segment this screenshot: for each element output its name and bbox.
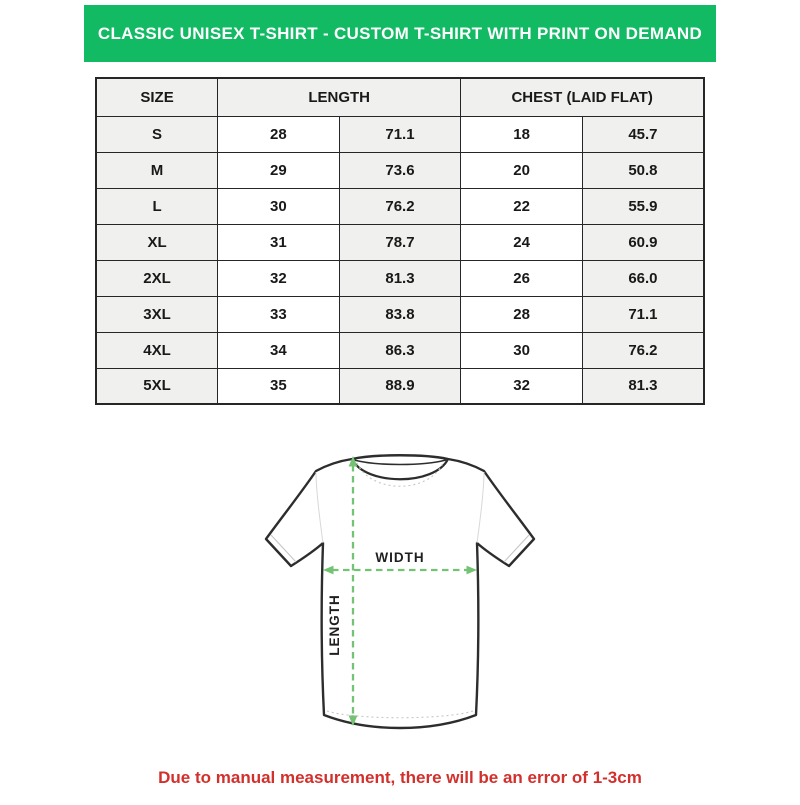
table-row <box>96 296 704 332</box>
length-in-cell: 35 <box>218 368 340 404</box>
length-cm-cell: 73.6 <box>339 152 461 188</box>
size-cell: S <box>96 116 218 152</box>
length-in-cell: 32 <box>218 260 340 296</box>
chest-cm-cell: 66.0 <box>582 260 704 296</box>
table-row <box>96 116 704 152</box>
table-row <box>96 368 704 404</box>
chest-in-cell: 20 <box>461 152 583 188</box>
column-header-chest: CHEST (LAID FLAT) <box>461 78 704 116</box>
chest-cm-cell: 55.9 <box>582 188 704 224</box>
chest-in-cell: 32 <box>461 368 583 404</box>
size-cell: M <box>96 152 218 188</box>
length-in-cell: 33 <box>218 296 340 332</box>
chest-cm-cell: 50.8 <box>582 152 704 188</box>
length-cm-cell: 76.2 <box>339 188 461 224</box>
size-cell: 4XL <box>96 332 218 368</box>
size-cell: XL <box>96 224 218 260</box>
length-in-cell: 34 <box>218 332 340 368</box>
length-cm-cell: 86.3 <box>339 332 461 368</box>
chest-in-cell: 22 <box>461 188 583 224</box>
length-cm-cell: 81.3 <box>339 260 461 296</box>
tshirt-outline <box>266 455 534 728</box>
length-cm-cell: 88.9 <box>339 368 461 404</box>
length-in-cell: 28 <box>218 116 340 152</box>
size-cell: L <box>96 188 218 224</box>
table-row <box>96 152 704 188</box>
size-cell: 3XL <box>96 296 218 332</box>
chest-cm-cell: 60.9 <box>582 224 704 260</box>
length-cm-cell: 78.7 <box>339 224 461 260</box>
length-cm-cell: 71.1 <box>339 116 461 152</box>
table-row <box>96 224 704 260</box>
page-title: CLASSIC UNISEX T-SHIRT - CUSTOM T-SHIRT WITH PRINT ON DEMAND <box>97 24 703 43</box>
chest-cm-cell: 45.7 <box>582 116 704 152</box>
measurement-disclaimer: Due to manual measurement, there will be an error of 1-3cm <box>158 768 642 787</box>
chest-in-cell: 28 <box>461 296 583 332</box>
length-in-cell: 29 <box>218 152 340 188</box>
chest-in-cell: 30 <box>461 332 583 368</box>
size-table <box>95 77 705 405</box>
chest-in-cell: 24 <box>461 224 583 260</box>
chest-cm-cell: 76.2 <box>582 332 704 368</box>
table-row <box>96 188 704 224</box>
column-header-length: LENGTH <box>218 78 461 116</box>
width-label: WIDTH <box>375 550 425 565</box>
table-row <box>96 332 704 368</box>
length-cm-cell: 83.8 <box>339 296 461 332</box>
chest-in-cell: 26 <box>461 260 583 296</box>
tshirt-diagram-svg <box>255 450 545 735</box>
table-row <box>96 260 704 296</box>
length-in-cell: 31 <box>218 224 340 260</box>
size-cell: 5XL <box>96 368 218 404</box>
length-in-cell: 30 <box>218 188 340 224</box>
size-cell: 2XL <box>96 260 218 296</box>
chest-cm-cell: 81.3 <box>582 368 704 404</box>
chest-in-cell: 18 <box>461 116 583 152</box>
tshirt-measurement-diagram <box>255 450 545 735</box>
column-header-size: SIZE <box>96 78 218 116</box>
title-banner <box>84 5 716 62</box>
table-header-row <box>96 78 704 116</box>
length-label: LENGTH <box>327 594 342 656</box>
chest-cm-cell: 71.1 <box>582 296 704 332</box>
